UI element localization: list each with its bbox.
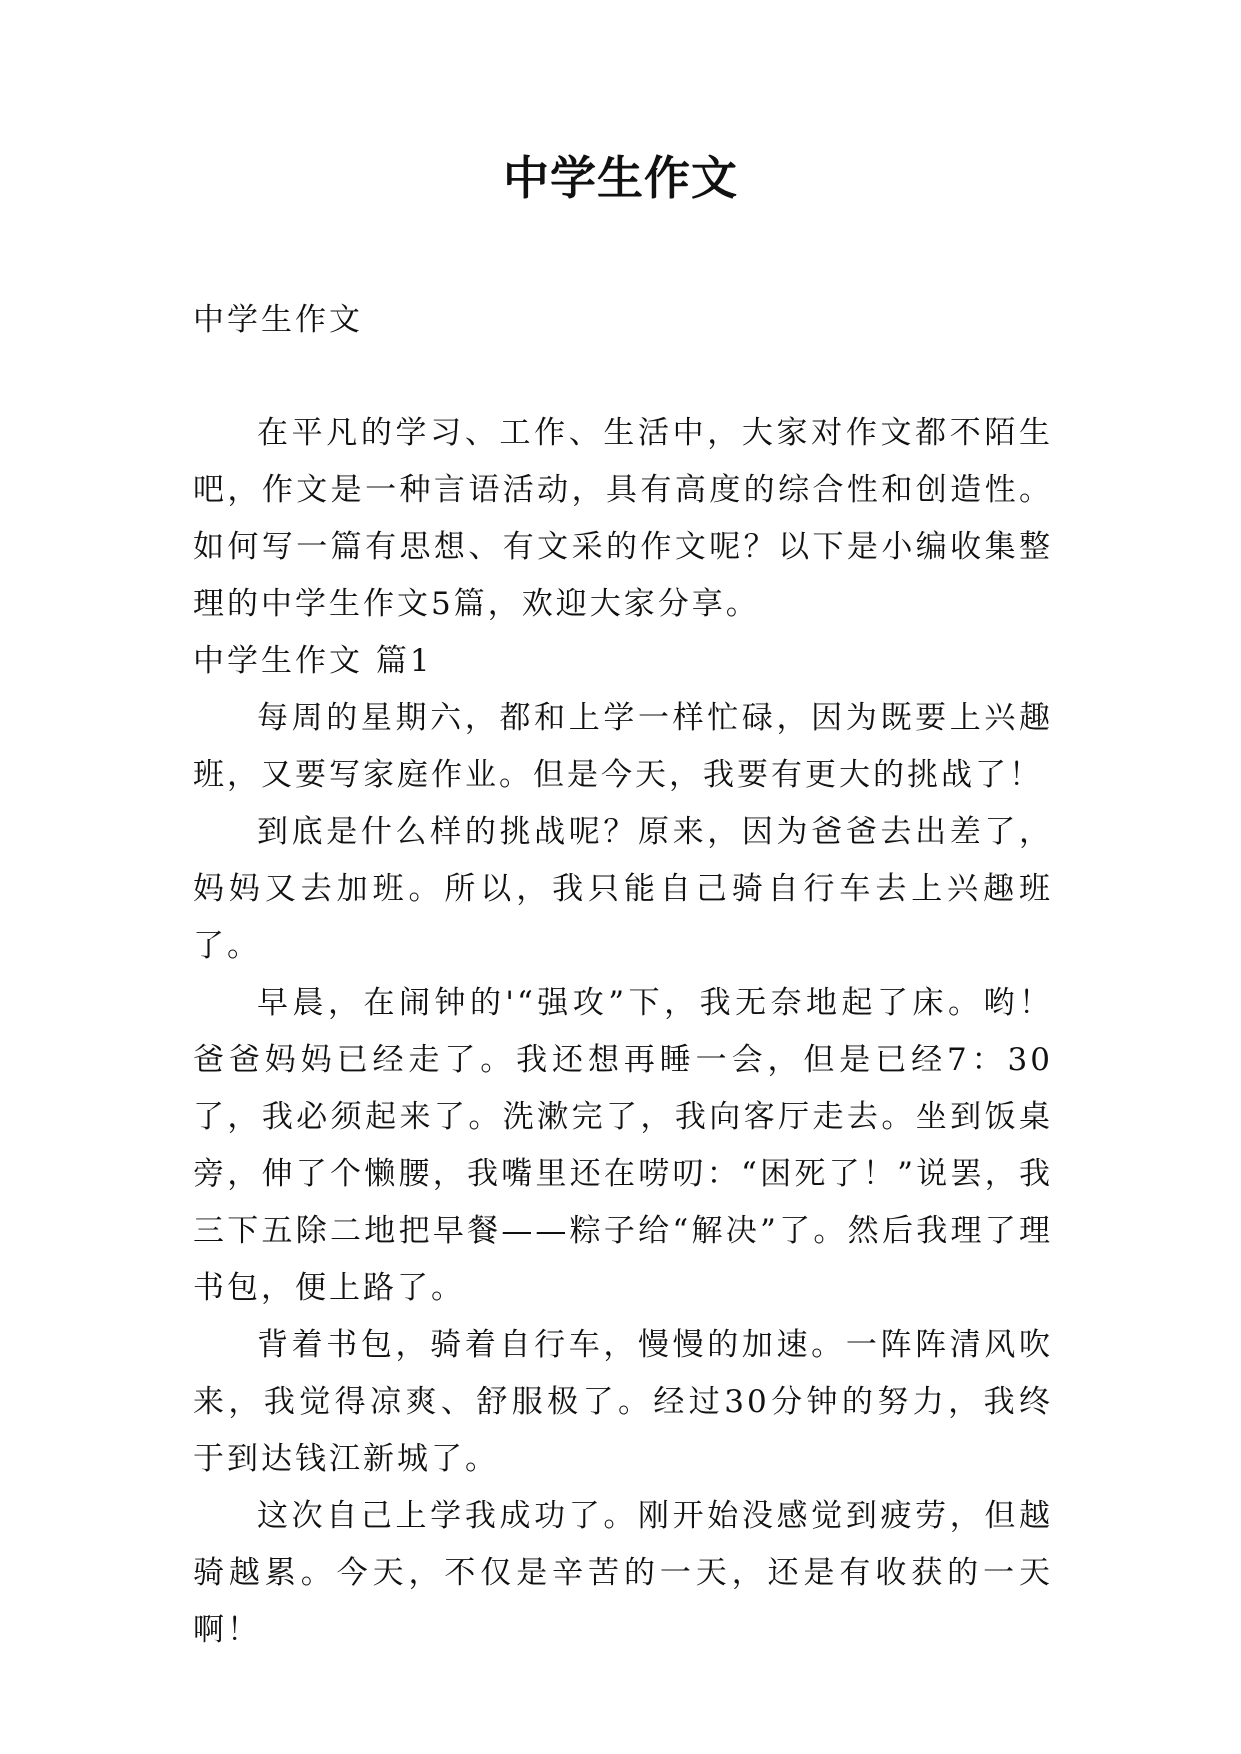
section-heading: 中学生作文 篇1 bbox=[193, 643, 433, 679]
document-title: 中学生作文 bbox=[503, 151, 738, 205]
body-paragraph: 每周的星期六，都和上学一样忙碌，因为既要上兴趣班，又要写家庭作业。但是今天，我要有更大的挑战了！ bbox=[193, 700, 1053, 793]
body-paragraph: 这次自己上学我成功了。刚开始没感觉到疲劳，但越骑越累。今天，不仅是辛苦的一天，还是有收获的一天啊！ bbox=[193, 1498, 1053, 1648]
intro-paragraph: 在平凡的学习、工作、生活中，大家对作文都不陌生吧，作文是一种言语活动，具有高度的综合性和创造性。如何写一篇有思想、有文采的作文呢？以下是小编收集整理的中学生作文5篇，欢迎大家分享。 bbox=[193, 415, 1053, 622]
body-paragraph: 早晨，在闹钟的'“强攻”下，我无奈地起了床。哟！爸爸妈妈已经走了。我还想再睡一会，但是已经7：30了，我必须起来了。洗漱完了，我向客厅走去。坐到饭桌旁，伸了个懒腰，我嘴里还在唠叨：“困死了！”说罢，我三下五除二地把早餐——粽子给“解决”了。然后我理了理书包，便上路了。 bbox=[193, 985, 1053, 1306]
document-body bbox=[193, 292, 1053, 1659]
body-paragraph: 背着书包，骑着自行车，慢慢的加速。一阵阵清风吹来，我觉得凉爽、舒服极了。经过30分钟的努力，我终于到达钱江新城了。 bbox=[193, 1327, 1053, 1477]
document-subtitle: 中学生作文 bbox=[193, 302, 363, 338]
body-paragraph: 到底是什么样的挑战呢？原来，因为爸爸去出差了，妈妈又去加班。所以，我只能自己骑自行车去上兴趣班了。 bbox=[193, 814, 1053, 964]
